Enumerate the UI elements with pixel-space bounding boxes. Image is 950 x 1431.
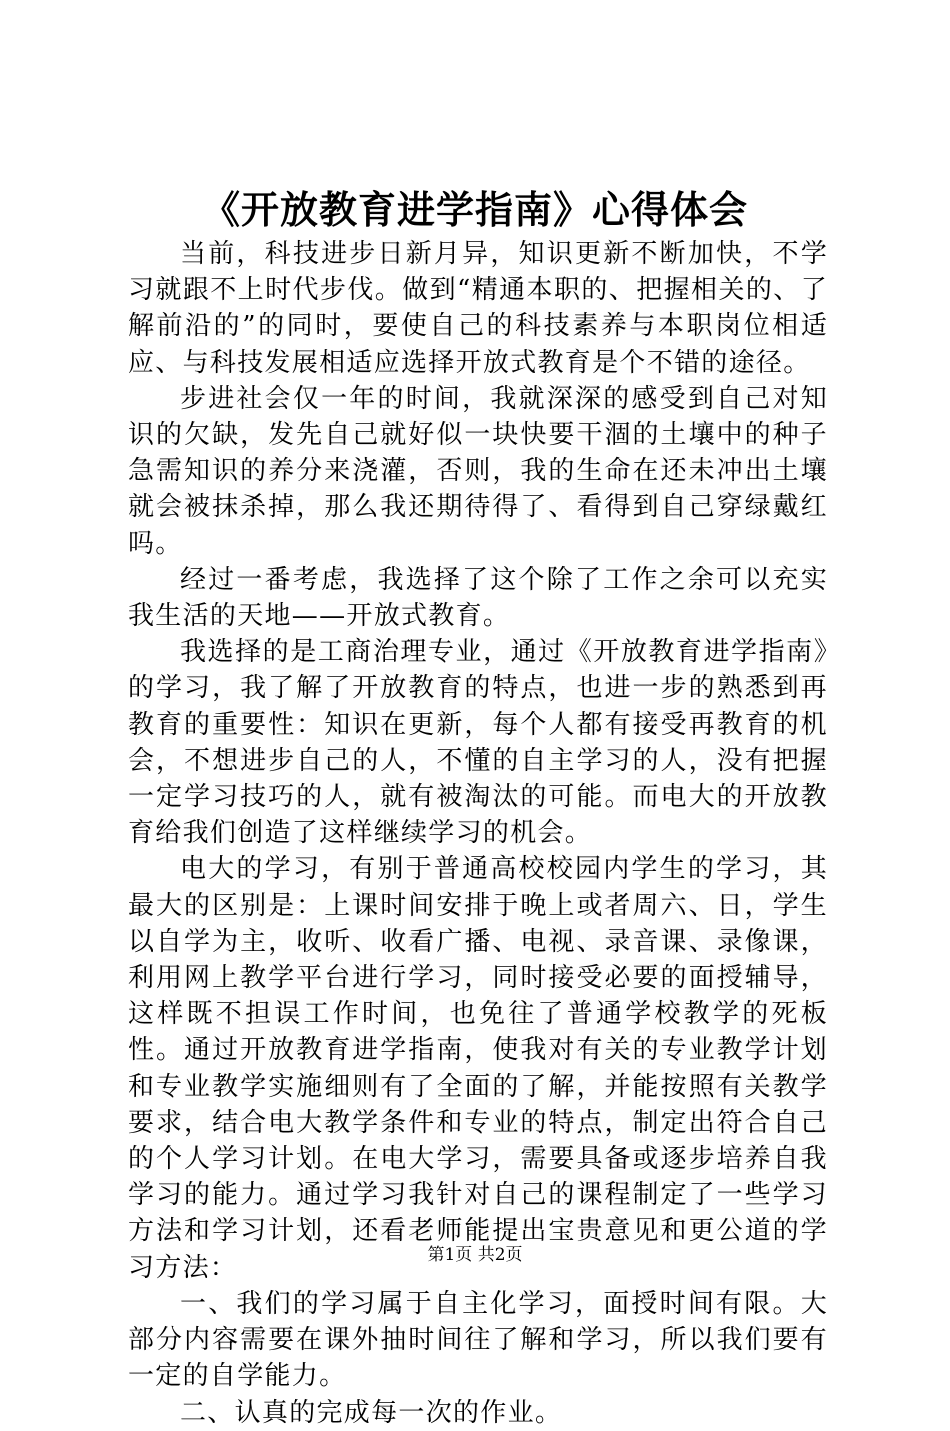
- document-title: 《开放教育进学指南》心得体会: [201, 188, 748, 232]
- paragraph: 经过一番考虑，我选择了这个除了工作之余可以充实我生活的天地——开放式教育。: [128, 564, 828, 632]
- paragraph: 当前，科技进步日新月异，知识更新不断加快，不学习就跟不上时代步伐。做到“精通本职的、把握相关的、了解前沿的”的同时，要使自己的科技素养与本职岗位相适应、与科技发展相适应选择开放式教育是个不错的途径。: [128, 239, 828, 378]
- paragraph: 我选择的是工商治理专业，通过《开放教育进学指南》的学习，我了解了开放教育的特点，也进一步的熟悉到再教育的重要性：知识在更新，每个人都有接受再教育的机会，不想进步自己的人，不懂的自主学习的人，没有把握一定学习技巧的人，就有被淘汰的可能。而电大的开放教育给我们创造了这样继续学习的机会。: [128, 637, 828, 849]
- paragraph: 步进社会仅一年的时间，我就深深的感受到自己对知识的欠缺，发先自己就好似一块快要干涸的土壤中的种子急需知识的养分来浇灌，否则，我的生命在还未冲出土壤就会被抹杀掉，那么我还期待得了、看得到自己穿绿戴红吗。: [128, 383, 828, 559]
- paragraph: 电大的学习，有别于普通高校校园内学生的学习，其最大的区别是：上课时间安排于晚上或者周六、日，学生以自学为主，收听、收看广播、电视、录音课、录像课，利用网上教学平台进行学习，同时接受必要的面授辅导，这样既不担误工作时间，也免往了普通学校教学的死板性。通过开放教育进学指南，使我对有关的专业教学计划和专业教学实施细则有了全面的了解，并能按照有关教学要求，结合电大教学条件和专业的特点，制定出符合自己的个人学习计划。在电大学习，需要具备或逐步培养自我学习的能力。通过学习我针对自己的课程制定了一些学习方法和学习计划，还看老师能提出宝贵意见和更公道的学习方法：: [128, 854, 828, 1283]
- page-footer: 第1页 共2页: [427, 1245, 523, 1265]
- paragraph: 一、我们的学习属于自主化学习，面授时间有限。大部分内容需要在课外抽时间往了解和学习，所以我们要有一定的自学能力。: [128, 1288, 828, 1392]
- paragraph: 二、认真的完成每一次的作业。: [180, 1397, 563, 1428]
